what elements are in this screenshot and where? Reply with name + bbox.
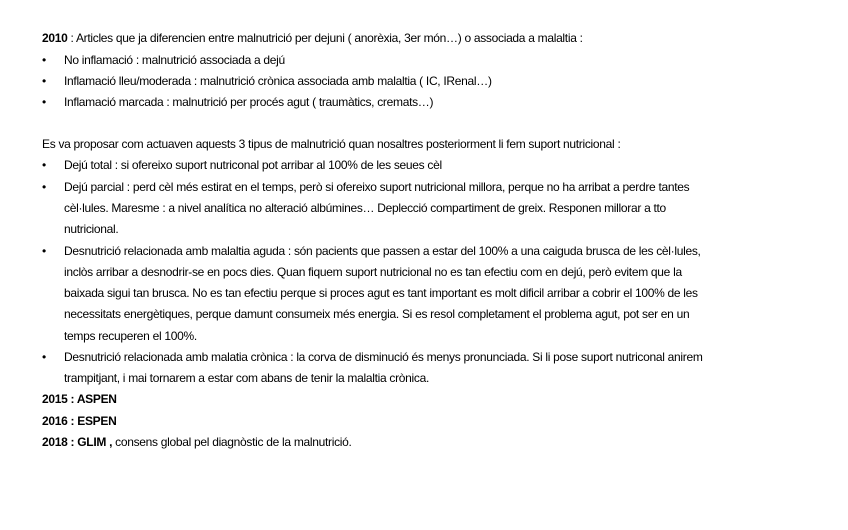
list-item-line: trampitjant, i mai tornarem a estar com abans de tenir la malaltia crònica. <box>64 371 429 385</box>
footer-label: 2015 : ASPEN <box>42 392 117 406</box>
list-item-line: temps recuperen el 100%. <box>64 329 197 343</box>
list-item-line: necessitats energètiques, perque damunt consumeix més energia. Si es resol completament el problema agut, pot ser en un <box>64 307 690 321</box>
footer-line <box>42 392 117 406</box>
list-item-line: nutricional. <box>64 222 119 236</box>
list-item: Inflamació lleu/moderada : malnutrició crònica associada amb malaltia ( IC, IRenal…) <box>64 74 492 88</box>
bullet-marker: • <box>42 74 47 88</box>
bullet-marker: • <box>42 53 47 67</box>
intro-text: : Articles que ja diferencien entre malnutrició per dejuni ( anorèxia, 3er món…) o associada a malaltia : <box>67 31 583 45</box>
list-item-line: baixada sigui tan brusca. No es tan efectiu perque si proces agut es tant important es molt dificil arribar a cobrir el 100% de les <box>64 286 698 300</box>
bullet-marker: • <box>42 95 47 109</box>
list-item-line: inclòs arribar a desnodrir-se en pocs dies. Quan fiquem suport nutricional no es tan efectiu com en dejú, però evitem que la <box>64 265 682 279</box>
intro-line <box>42 31 583 45</box>
list-item: Dejú total : si ofereixo suport nutriconal pot arribar al 100% de les seues cèl <box>64 158 442 172</box>
footer-line <box>42 414 116 428</box>
footer-label: 2016 : ESPEN <box>42 414 117 428</box>
list-item: Inflamació marcada : malnutrició per procés agut ( traumàtics, cremats…) <box>64 95 434 109</box>
intro-year: 2010 <box>42 31 68 45</box>
footer-text: consens global pel diagnòstic de la malnutrició. <box>112 435 352 449</box>
list-item-line: Desnutrició relacionada amb malatia crònica : la corva de disminució és menys pronunciada. Si li pose suport nutriconal anirem <box>64 350 703 364</box>
paragraph-line: Es va proposar com actuaven aquests 3 tipus de malnutrició quan nosaltres posteriorment li fem suport nutricional : <box>42 137 621 151</box>
footer-label: 2018 : GLIM , <box>42 435 113 449</box>
list-item-line: cèl·lules. Maresme : a nivel analítica no alteració albúmines… Deplecció compartiment de greix. Responen millorar a tto <box>64 201 666 215</box>
bullet-marker: • <box>42 350 47 364</box>
bullet-marker: • <box>42 244 47 258</box>
bullet-marker: • <box>42 158 47 172</box>
footer-line <box>42 435 352 449</box>
bullet-marker: • <box>42 180 47 194</box>
list-item: No inflamació : malnutrició associada a dejú <box>64 53 285 67</box>
list-item-line: Desnutrició relacionada amb malaltia aguda : són pacients que passen a estar del 100% a una caiguda brusca de les cèl·lules, <box>64 244 701 258</box>
list-item-line: Dejú parcial : perd cèl més estirat en el temps, però si ofereixo suport nutricional millora, perque no ha arribat a perdre tantes <box>64 180 690 194</box>
